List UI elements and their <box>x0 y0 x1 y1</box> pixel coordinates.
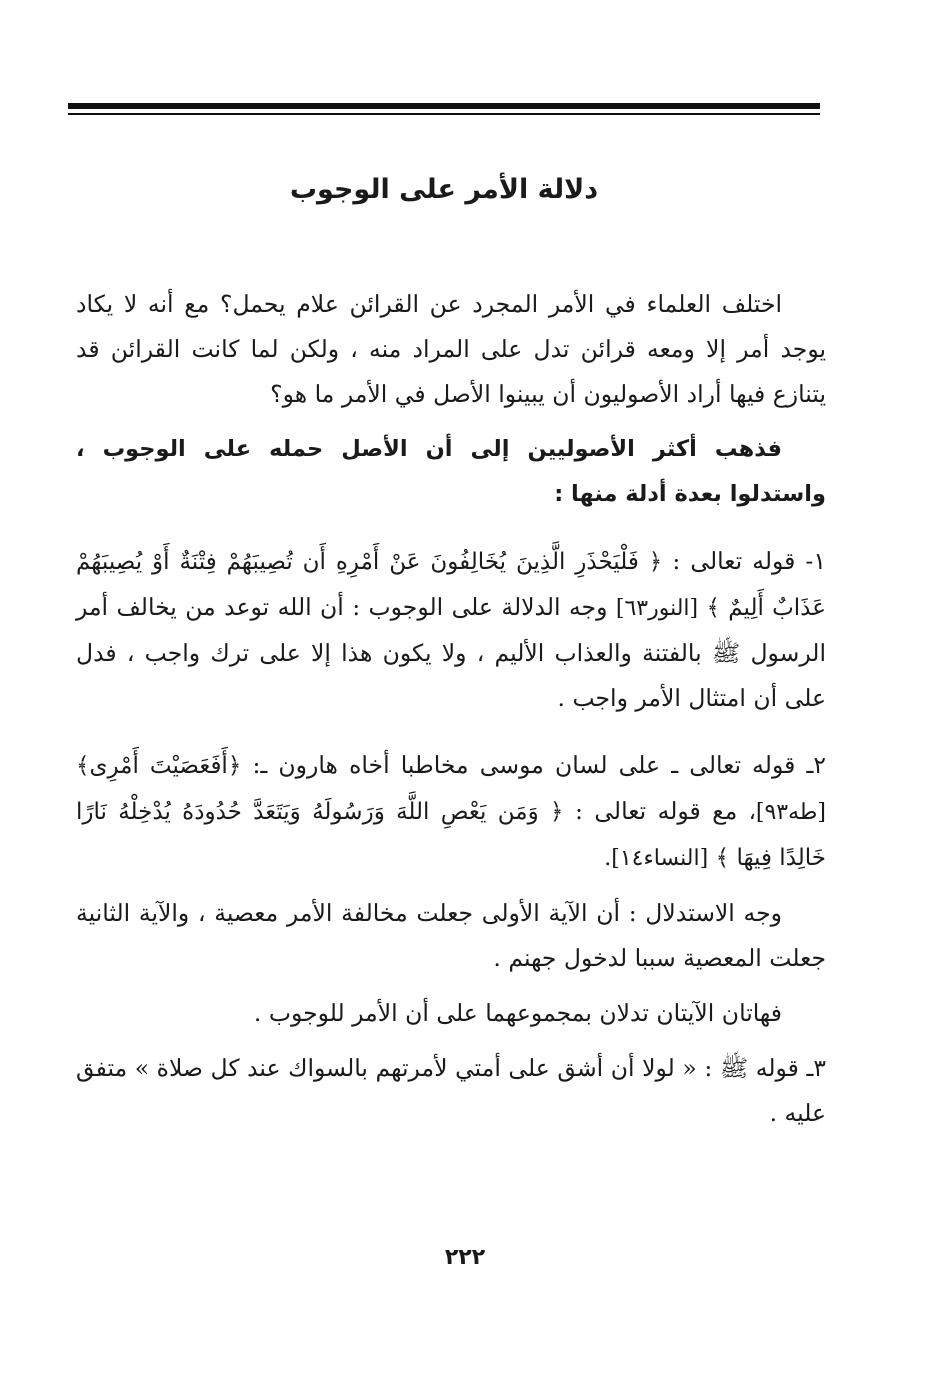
evidence-1-explanation: وجه الدلالة على الوجوب : أن الله توعد من يخالف أمر الرسول ﷺ بالفتنة والعذاب الأليم ، ولا يكون هذا إلا على ترك واجب ، فدل على أن امتثال الأمر واجب . <box>76 593 826 712</box>
page-number: ٢٢٢ <box>444 1245 486 1270</box>
evidence-2-reference-2: [النساء١٤]. <box>604 846 709 871</box>
evidence-2-connector: مع قوله تعالى : <box>574 797 738 825</box>
page-title: دلالة الأمر على الوجوب <box>289 174 599 205</box>
header-rule-thick <box>68 103 820 109</box>
evidence-2-paragraph <box>76 743 826 881</box>
evidence-1-quran: ﴿ فَلْيَحْذَرِ الَّذِينَ يُخَالِفُونَ عَنْ أَمْرِهِ أَن تُصِيبَهُمْ فِتْنَةٌ أَوْ يُصِيبَهُمْ عَذَابٌ أَلِيمٌ ﴾ <box>76 549 826 621</box>
evidence-1-intro: ١- قوله تعالى : <box>672 547 827 575</box>
evidence-2-quran-2: ﴿ وَمَن يَعْصِ اللَّهَ وَرَسُولَهُ وَيَتَعَدَّ حُدُودَهُ يُدْخِلْهُ نَارًا خَالِدًا فِيهَا ﴾ <box>76 799 826 871</box>
evidence-2-wajh-paragraph: وجه الاستدلال : أن الآية الأولى جعلت مخالفة الأمر معصية ، والآية الثانية جعلت المعصية سببا لدخول جهنم . <box>76 899 826 972</box>
page-body <box>76 282 826 1136</box>
evidence-2-quran-1: ﴿أَفَعَصَيْتَ أَمْرِى﴾ <box>76 753 242 779</box>
header-rule-thin <box>68 113 820 115</box>
evidence-1-paragraph <box>76 539 826 721</box>
intro-paragraph: اختلف العلماء في الأمر المجرد عن القرائن علام يحمل؟ مع أنه لا يكاد يوجد أمر إلا ومعه قرائن تدل على المراد منه ، ولكن لما كانت القرائن قد يتنازع فيها أراد الأصوليون أن يبينوا الأصل في الأمر ما هو؟ <box>76 290 826 408</box>
evidence-2-reference-1: [طه٩٣]، <box>748 800 826 825</box>
evidence-2-conclusion: فهاتان الآيتان تدلان بمجموعهما على أن الأمر للوجوب . <box>253 999 782 1027</box>
evidence-1-reference: [النور٦٣] <box>615 596 699 621</box>
evidence-2-intro: ٢ـ قوله تعالى ـ على لسان موسى مخاطبا أخاه هارون ـ: <box>252 751 826 779</box>
majority-view-paragraph: فذهب أكثر الأصوليين إلى أن الأصل حمله على الوجوب ، واستدلوا بعدة أدلة منها : <box>76 436 826 507</box>
evidence-3-paragraph: ٣ـ قوله ﷺ : « لولا أن أشق على أمتي لأمرتهم بالسواك عند كل صلاة » متفق عليه . <box>76 1054 826 1127</box>
